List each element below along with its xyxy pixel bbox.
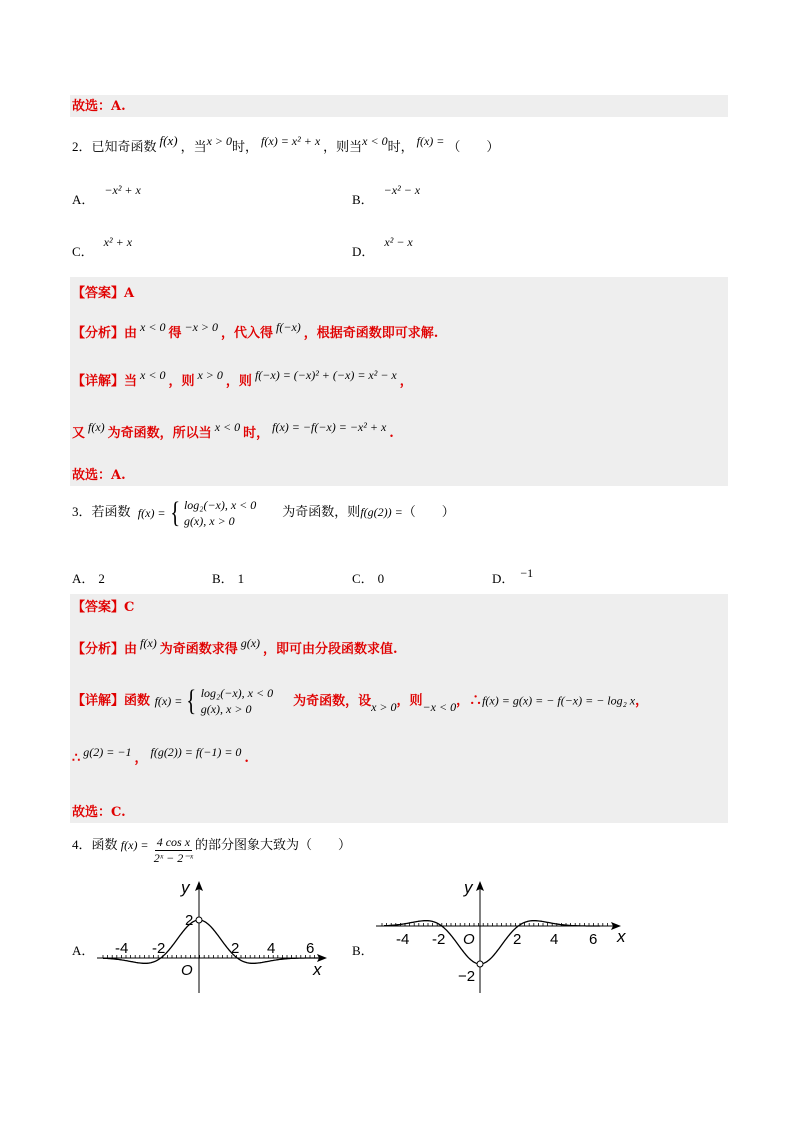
piecewise-rows xyxy=(184,497,256,529)
q2-stem-text: 时， xyxy=(387,139,414,154)
inline-text: . xyxy=(244,751,249,766)
answer-value: C xyxy=(124,600,135,615)
q2-paren: （ ） xyxy=(447,139,500,154)
q3-paren: （ ） xyxy=(402,503,455,519)
previous-result-band xyxy=(70,95,728,117)
q2-option-b[interactable] xyxy=(352,183,421,207)
y-axis-label: y xyxy=(181,878,190,897)
q2-ask: f(x) = xyxy=(416,134,445,148)
option-label: B． xyxy=(212,571,234,586)
piece-row: g(x), x > 0 xyxy=(200,702,252,716)
question-3-number: 3． xyxy=(72,503,92,519)
piecewise-rows xyxy=(201,685,273,717)
option-label: B． xyxy=(352,192,374,207)
option-expr: 2 xyxy=(98,571,105,586)
inline-math: g(2) = −1 xyxy=(83,745,132,759)
option-expr: 0 xyxy=(377,571,385,586)
q3-fx: f(x) = xyxy=(154,694,183,708)
q2-fx: f(x) xyxy=(159,133,178,148)
tick-label: -2 xyxy=(432,931,446,948)
option-expr: −1 xyxy=(520,566,534,580)
q4-option-b-label[interactable]: B． xyxy=(352,943,374,958)
option-label: A． xyxy=(72,192,95,207)
q2-stem-text: 已知奇函数 xyxy=(91,139,157,154)
q2-answer xyxy=(72,287,134,300)
option-expr: x² − x xyxy=(384,235,413,249)
q2-detail-body-2 xyxy=(72,420,394,441)
detail-math: x > 0 xyxy=(371,699,397,714)
analysis-tag: 【分析】 xyxy=(72,326,125,341)
option-label: C． xyxy=(72,244,94,259)
option-expr: −x² + x xyxy=(104,183,141,197)
q3-option-b[interactable] xyxy=(212,572,244,585)
question-3-stem xyxy=(72,497,455,529)
q2-option-d[interactable] xyxy=(352,235,413,259)
inline-math: −x > 0 xyxy=(184,320,219,334)
inline-text: 由 xyxy=(124,326,138,341)
q2-stem-text: ，则当 xyxy=(323,139,363,154)
q3-stem-text: 若函数 xyxy=(91,503,131,519)
q2-result: 故选：A. xyxy=(72,468,126,483)
question-4-number: 4． xyxy=(72,837,92,853)
tick-label: 6 xyxy=(306,940,315,957)
inline-text: ， xyxy=(134,751,148,766)
q3-option-a[interactable] xyxy=(72,572,105,585)
question-2-number: 2． xyxy=(72,139,92,154)
inline-math: f(x) xyxy=(140,636,157,650)
origin-label: O xyxy=(463,931,475,948)
q2-detail-line1 xyxy=(72,368,413,389)
inline-text: 为奇函数求得 xyxy=(159,642,238,657)
inline-math: g(x) xyxy=(240,636,261,650)
inline-text: 时， xyxy=(243,426,270,441)
inline-math: f(x) xyxy=(88,420,105,434)
detail-text: ，则 xyxy=(396,693,423,709)
option-expr: 1 xyxy=(237,571,245,586)
piece-row: log₂(−x), x < 0 xyxy=(200,686,274,700)
inline-math: x > 0 xyxy=(197,368,223,382)
graph-a[interactable] xyxy=(95,873,335,998)
tick-label: 4 xyxy=(550,931,559,948)
q2-def: f(x) = x² + x xyxy=(261,134,321,148)
tick-label: 2 xyxy=(231,940,240,957)
tick-label: 2 xyxy=(513,931,522,948)
inline-math: x < 0 xyxy=(140,320,166,334)
detail-math: −x < 0 xyxy=(422,699,457,714)
option-expr: −x² − x xyxy=(383,183,421,197)
x-axis-label: x xyxy=(617,927,626,946)
inline-text: 为奇函数，所以当 xyxy=(107,426,212,441)
tick-label: −2 xyxy=(458,968,476,985)
hole-point xyxy=(477,961,483,967)
q2-cond: x > 0 xyxy=(206,134,233,148)
q4-fraction xyxy=(152,835,195,866)
q4-stem-text: 的部分图象大致为（ ） xyxy=(195,837,352,853)
option-label: C． xyxy=(352,571,374,586)
inline-text: ，则 xyxy=(225,374,252,389)
q2-option-c[interactable] xyxy=(72,235,133,259)
detail-math: f(x) = g(x) = − f(−x) = − log₂ x xyxy=(482,693,636,708)
x-axis-label: x xyxy=(313,960,322,979)
inline-math: f(−x) = (−x)² + (−x) = x² − x xyxy=(254,368,397,382)
question-2-stem xyxy=(72,133,500,154)
q2-analysis xyxy=(72,320,439,341)
previous-result: 故选：A. xyxy=(72,99,126,114)
tick-label: -2 xyxy=(152,940,166,957)
fraction-numerator: 4 cos x xyxy=(156,835,191,849)
origin-label: O xyxy=(181,962,193,979)
q2-detail-line2 xyxy=(72,420,394,441)
inline-math: f(−x) xyxy=(276,320,301,334)
graph-b[interactable] xyxy=(374,873,634,998)
q3-detail-line1 xyxy=(72,685,648,717)
detail-tag: 【详解】 xyxy=(72,693,125,709)
q3-stem-text: 为奇函数，则 xyxy=(282,503,361,519)
inline-math: x < 0 xyxy=(214,420,241,434)
inline-text: ， xyxy=(399,374,413,389)
inline-text: 当 xyxy=(124,374,138,389)
q3-answer xyxy=(72,601,134,614)
option-expr: x² + x xyxy=(103,235,133,249)
piece-row: g(x), x > 0 xyxy=(183,514,235,528)
y-axis-label: y xyxy=(464,878,473,897)
tick-label: 4 xyxy=(267,940,276,957)
curve xyxy=(384,921,600,964)
inline-text: 又 xyxy=(72,426,86,441)
inline-text: . xyxy=(389,426,394,441)
answer-tag: 【答案】 xyxy=(72,600,125,615)
q3-option-c[interactable] xyxy=(352,572,384,585)
inline-text: ，根据奇函数即可求解. xyxy=(303,326,439,341)
tick-label: 2 xyxy=(185,912,194,929)
piece-row: log₂(−x), x < 0 xyxy=(183,498,257,512)
inline-text: ，代入得 xyxy=(221,326,274,341)
q2-option-a[interactable] xyxy=(72,183,141,207)
detail-text: ， xyxy=(635,693,649,709)
q3-ask: f(g(2)) = xyxy=(360,504,403,519)
q4-fx: f(x) = xyxy=(120,838,149,853)
detail-text: ，∴ xyxy=(456,693,483,709)
q3-result: 故选：C. xyxy=(72,805,126,820)
option-label: D． xyxy=(492,571,515,586)
q4-option-a-label[interactable]: A． xyxy=(72,943,95,958)
q2-analysis-body xyxy=(124,320,439,341)
q3-piecewise xyxy=(138,497,257,529)
q3-analysis-body xyxy=(124,636,398,657)
question-4-stem xyxy=(72,835,351,866)
hole-point xyxy=(196,917,202,923)
option-label: D． xyxy=(352,244,375,259)
fraction-denominator: 2ˣ − 2⁻ˣ xyxy=(153,851,193,865)
q2-stem-text: 时， xyxy=(232,139,259,154)
analysis-tag: 【分析】 xyxy=(72,642,125,657)
q3-fx: f(x) = xyxy=(137,506,166,520)
brace: { xyxy=(169,496,180,529)
inline-text: ，即可由分段函数求值. xyxy=(263,642,398,657)
answer-tag: 【答案】 xyxy=(72,286,125,301)
answer-value: A xyxy=(124,286,135,301)
inline-text: ∴ xyxy=(72,751,81,766)
q3-option-d[interactable] xyxy=(492,566,534,586)
tick-label: -4 xyxy=(115,940,129,957)
q3-detail-line2 xyxy=(72,745,249,766)
q3-detail-body-2 xyxy=(72,745,249,766)
inline-text: ，则 xyxy=(168,374,195,389)
q3-analysis xyxy=(72,636,398,657)
q2-stem-text: ，当 xyxy=(180,139,207,154)
q3-detail-piecewise xyxy=(155,685,274,717)
detail-text: 函数 xyxy=(124,693,151,709)
detail-tag: 【详解】 xyxy=(72,374,125,389)
tick-label: 6 xyxy=(589,931,598,948)
inline-math: f(g(2)) = f(−1) = 0 xyxy=(150,745,242,759)
tick-label: -4 xyxy=(396,931,410,948)
option-label: A． xyxy=(72,571,95,586)
inline-math: f(x) = −f(−x) = −x² + x xyxy=(272,420,387,434)
q4-stem-text: 函数 xyxy=(91,837,118,853)
inline-math: x < 0 xyxy=(140,368,166,382)
detail-text: 为奇函数，设 xyxy=(293,693,372,709)
q2-detail-body-1 xyxy=(124,368,413,389)
inline-text: 由 xyxy=(124,642,138,657)
brace: { xyxy=(186,684,197,717)
q2-cond: x < 0 xyxy=(362,134,388,148)
inline-text: 得 xyxy=(168,326,182,341)
